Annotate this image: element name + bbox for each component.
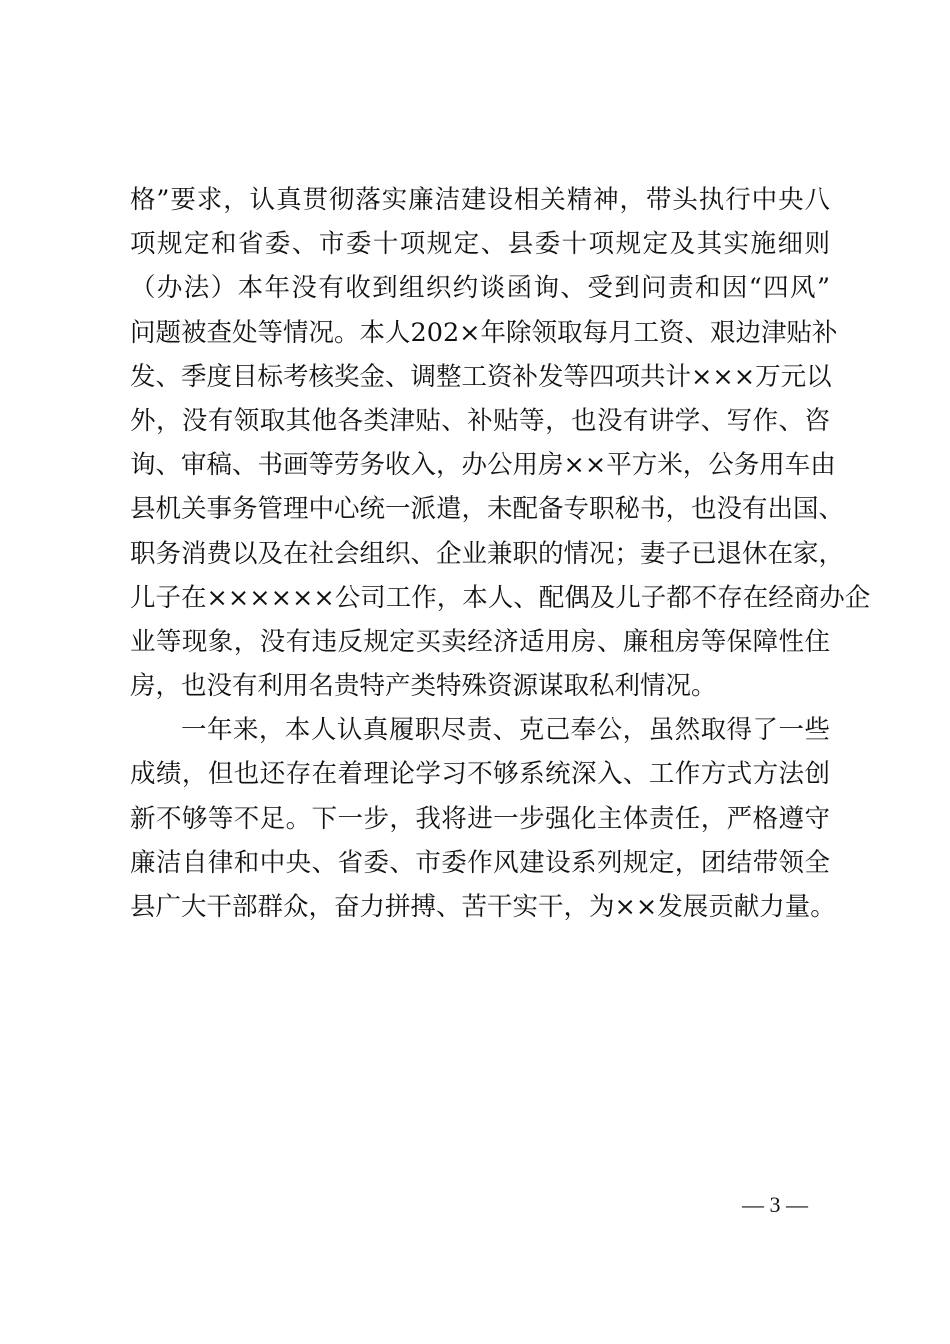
- text-line: 房，也没有利用名贵特产类特殊资源谋取私利情况。: [130, 671, 717, 702]
- text-line: 询、审稿、书画等劳务收入，办公用房××平方米，公务用车由: [130, 450, 836, 481]
- paragraph-2: [130, 708, 836, 929]
- text-line: 职务消费以及在社会组织、企业兼职的情况；妻子已退休在家，: [130, 538, 845, 569]
- text-line: 格”要求，认真贯彻落实廉洁建设相关精神，带头执行中央八: [130, 185, 830, 215]
- text-line: 问题被查处等情况。本人202×年除领取每月工资、艰边津贴补: [130, 317, 838, 348]
- text-line: 一年来，本人认真履职尽责、克己奉公，虽然取得了一些: [181, 715, 830, 746]
- text-line: （办法）本年没有收到组织约谈函询、受到问责和因“四风”: [130, 273, 830, 304]
- text-line: 新不够等不足。下一步，我将进一步强化主体责任，严格遵守: [130, 803, 830, 834]
- page-number: — 3 —: [742, 1192, 808, 1217]
- text-line: 项规定和省委、市委十项规定、县委十项规定及其实施细则: [130, 229, 830, 260]
- text-line: 成绩，但也还存在着理论学习不够系统深入、工作方式方法创: [130, 759, 830, 790]
- text-line: 业等现象，没有违反规定买卖经济适用房、廉租房等保障性住: [130, 626, 830, 657]
- text-line: 外，没有领取其他各类津贴、补贴等，也没有讲学、写作、咨: [130, 405, 830, 436]
- text-line: 发、季度目标考核奖金、调整工资补发等四项共计×××万元以: [130, 361, 832, 392]
- paragraph-1: [130, 178, 871, 708]
- text-line: 廉洁自律和中央、省委、市委作风建设系列规定，团结带领全: [130, 847, 830, 878]
- body-text: [130, 178, 871, 929]
- text-line: 儿子在××××××公司工作，本人、配偶及儿子都不存在经商办企: [130, 582, 871, 613]
- text-line: 县机关事务管理中心统一派遣，未配备专职秘书，也没有出国、: [130, 494, 845, 525]
- text-line: 县广大干部群众，奋力拼搏、苦干实干，为××发展贡献力量。: [130, 892, 836, 922]
